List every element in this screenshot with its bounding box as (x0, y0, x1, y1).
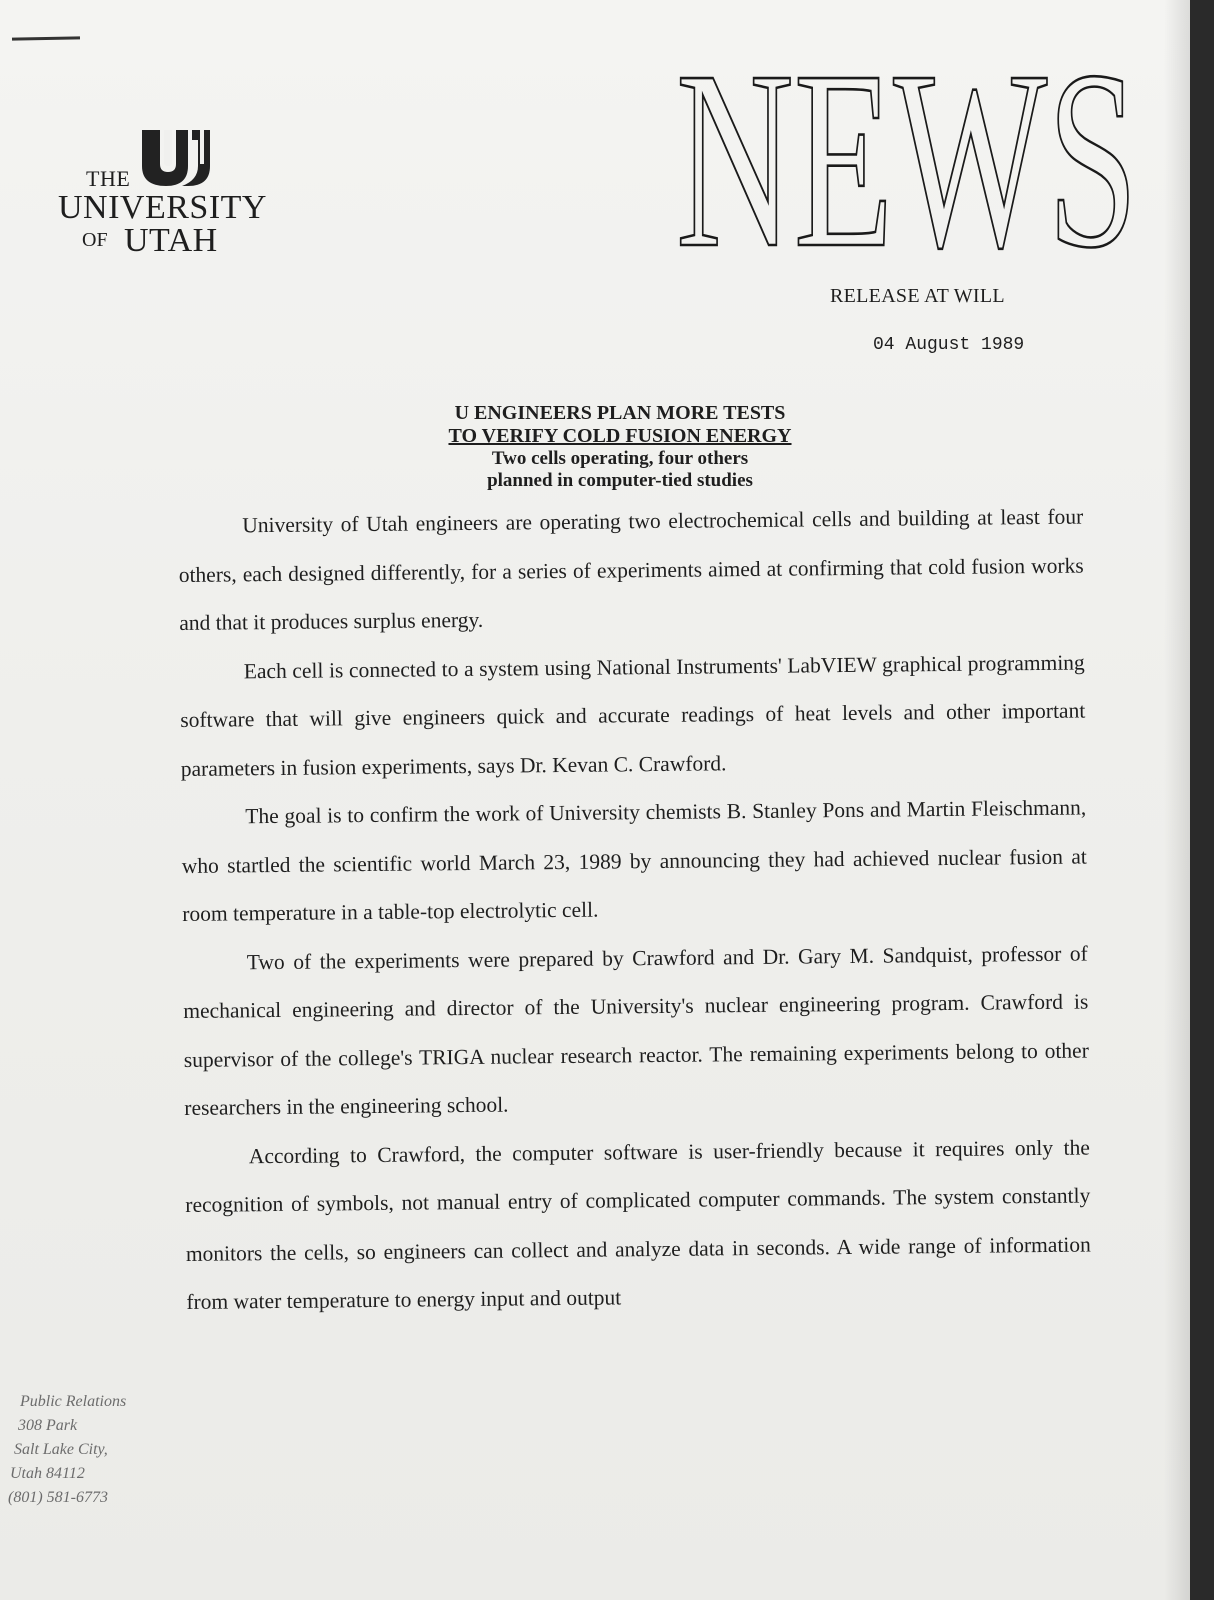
address-line-5: (801) 581-6773 (8, 1489, 108, 1506)
logo-university: UNIVERSITY (58, 189, 267, 226)
page-edge-shadow (1164, 0, 1190, 1600)
headline-line-1: U ENGINEERS PLAN MORE TESTS (454, 402, 786, 424)
address-line-2: 308 Park (18, 1417, 78, 1434)
address-line-1: Public Relations (20, 1393, 127, 1410)
u-logo-icon (138, 126, 218, 188)
logo-the: THE (86, 166, 131, 191)
paragraph-5: According to Crawford, the computer software is user-friendly because it requires only the recognition of symbols, not manual entry of complicated computer commands. The system constantly monitors the cells, so engineers can collect and analyze data in seconds. A wide range of information from water temperature to energy input and output (185, 1134, 1091, 1314)
paragraph-1: University of Utah engineers are operating two electrochemical cells and building at least four others, each designed differently, for a series of experiments aimed at confirming that cold fusion works and that it produces surplus energy. (178, 504, 1084, 635)
headline-line-2: TO VERIFY COLD FUSION ENERGY (448, 425, 792, 447)
address-line-4: Utah 84112 (10, 1465, 85, 1482)
paragraph-2: Each cell is connected to a system using National Instruments' LabVIEW graphical programming software that will give engineers quick and accurate readings of heat levels and other important parameters in fusion experiments, says Dr. Kevan C. Crawford. (180, 650, 1086, 781)
pen-mark (12, 36, 80, 40)
subheadline-line-1: Two cells operating, four others (491, 448, 749, 469)
logo-of: OF (82, 229, 108, 251)
logo-utah: UTAH (124, 222, 218, 259)
contact-address (8, 1390, 126, 1510)
article-body (178, 493, 1092, 1327)
address-line-3: Salt Lake City, (14, 1441, 108, 1458)
headline-block (360, 402, 880, 492)
news-masthead-text: NEWS (676, 45, 1138, 260)
subheadline-line-2: planned in computer-tied studies (487, 470, 753, 491)
paragraph-4: Two of the experiments were prepared by Crawford and Dr. Gary M. Sandquist, professor of mechanical engineering and director of the University's nuclear engineering program. Crawford is supervisor of the college's TRIGA nuclear research reactor. The remaining experiments belong to other researchers in the engineering school. (183, 940, 1089, 1120)
news-masthead (670, 45, 1145, 260)
paragraph-3: The goal is to confirm the work of University chemists B. Stanley Pons and Martin Fleischmann, who startled the scientific world March 23, 1989 by announcing they had achieved nuclear fusion at room temperature in a table-top electrolytic cell. (181, 795, 1087, 926)
release-date: 04 August 1989 (873, 335, 1025, 355)
university-logo (58, 126, 267, 266)
release-line: RELEASE AT WILL (830, 285, 1005, 307)
